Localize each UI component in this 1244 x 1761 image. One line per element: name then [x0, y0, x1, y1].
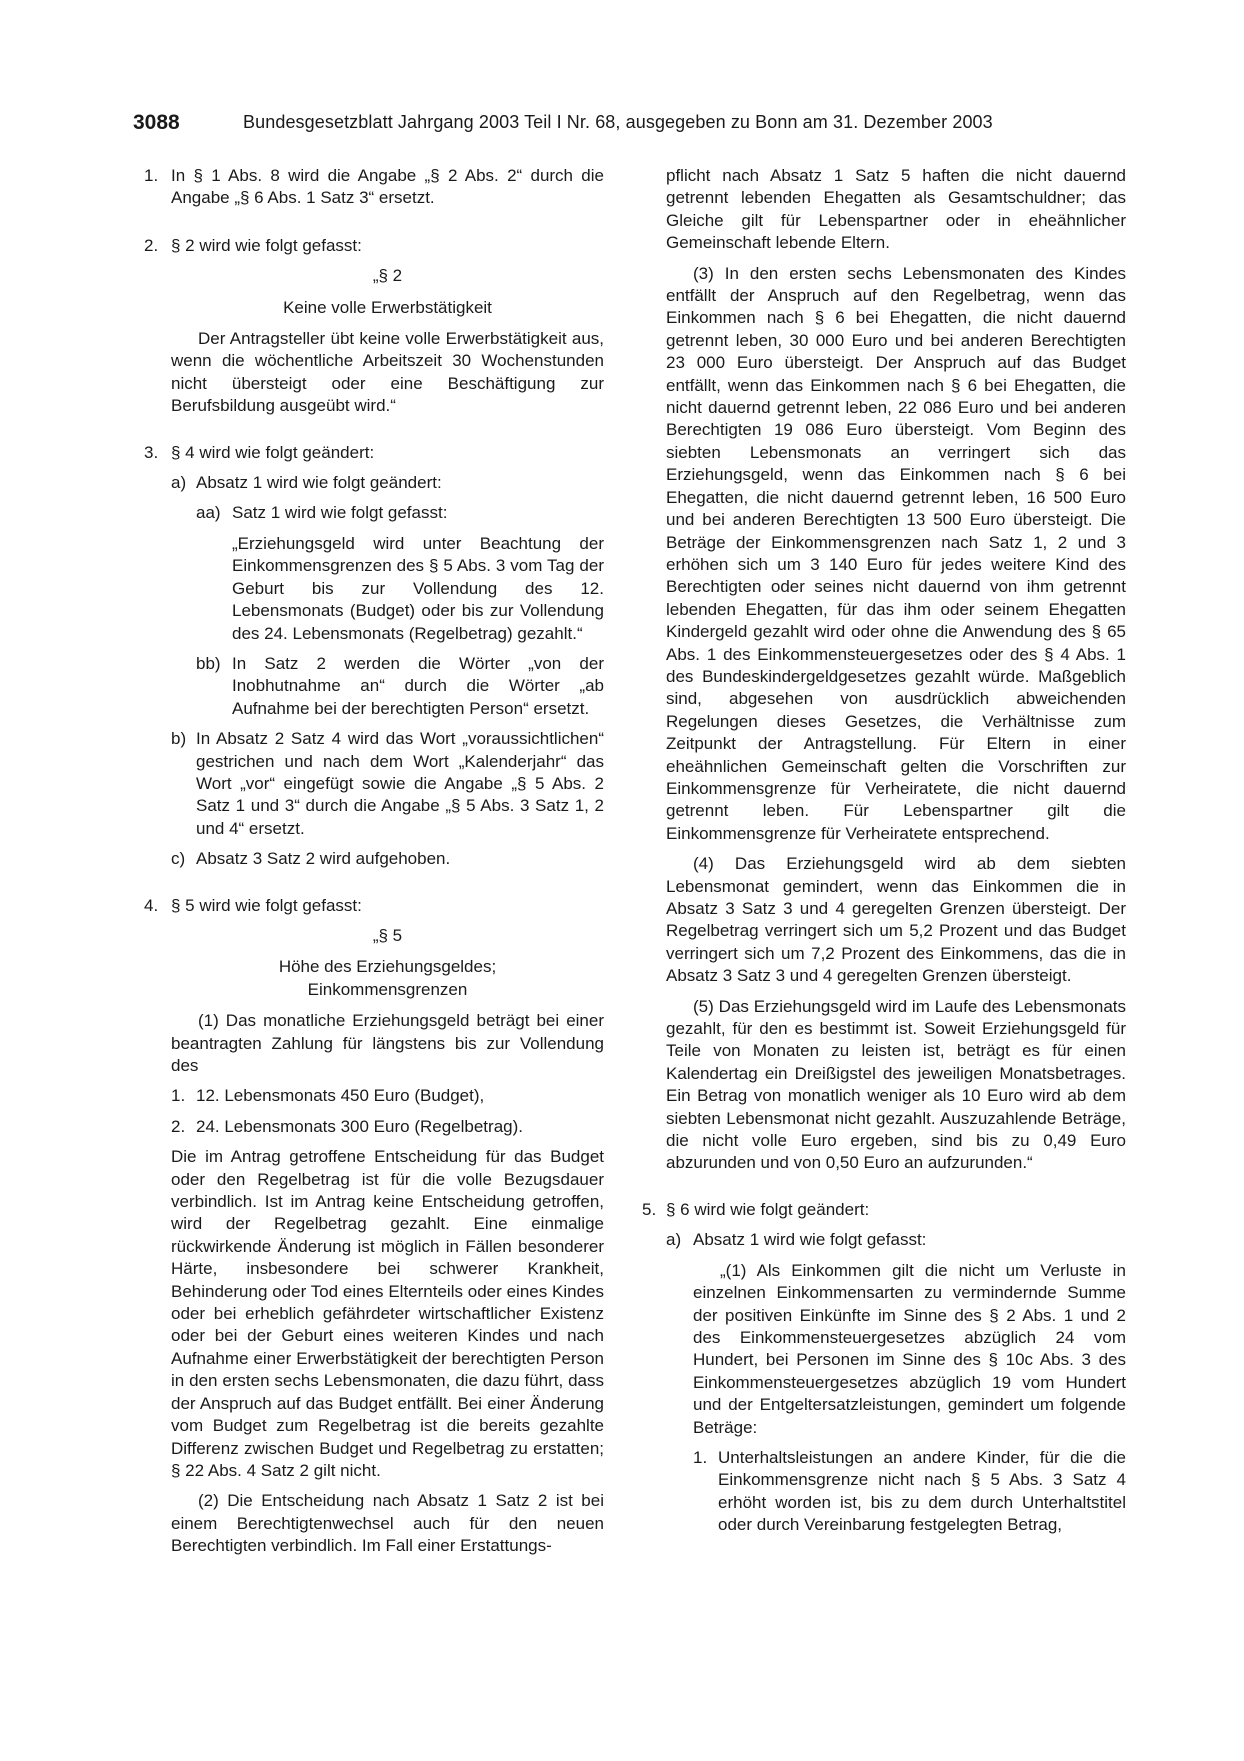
sub-item-label: c) [171, 849, 186, 869]
item-number: 5. [642, 1199, 657, 1219]
list-item [144, 165, 604, 210]
sub-sub-item-text: Satz 1 wird wie folgt gefasst: [232, 503, 448, 523]
page-header [133, 111, 1113, 141]
sub-sub-item-label: aa) [196, 503, 221, 523]
list-item [144, 442, 604, 464]
section-title: Keine volle Erwerbstätigkeit [283, 297, 492, 317]
sub-item-label: a) [171, 473, 187, 493]
paragraph: (1) Das monatliche Erziehungsgeld beträgt bei einer beantragten Zahlung für längstens bis zur Vollendung des [171, 1011, 604, 1075]
left-column [144, 165, 604, 1558]
paragraph: (3) In den ersten sechs Lebensmonaten des Kindes entfällt der Anspruch auf den Regelbetrag, wenn das Einkommen nach § 6 bei Ehegatten, die nicht dauernd getrennt leben, 30 000 Euro und bei anderen Berechtigten 23 000 Euro übersteigt. Der Anspruch auf das Budget entfällt, wenn das Einkommen nach § 6 bei Ehegatten, die nicht dauernd getrennt leben, 22 086 Euro und bei anderen Berechtigten 19 086 Euro übersteigt. Vom Beginn des siebten Lebensmonats an verringert sich das Erziehungsgeld, wenn das Einkommen nach § 6 bei Ehegatten, die nicht dauernd getrennt leben, 16 500 Euro und bei anderen Berechtigten 13 500 Euro übersteigt. Die Beträge der Einkommensgrenzen nach Satz 1, 2 und 3 erhöhen sich um 3 140 Euro für jedes weitere Kind des Berechtigten oder seines nicht dauernd von ihm getrennt lebenden Ehegatten, für das ihm oder seinem Ehegatten Kindergeld gezahlt wird oder ohne die Anwendung des § 65 Abs. 1 des Einkommensteuergesetzes oder des § 4 Abs. 1 des Bundeskindergeldgesetzes gezahlt würde. Maßgeblich sind, abgesehen von ausdrücklich abweichenden Regelungen dieses Gesetzes, die Verhältnisse zum Zeitpunkt der Antragstellung. Für Eltern in einer eheähnlichen Gemeinschaft gelten die Vorschriften zur Einkommensgrenze für Verheiratete, die nicht dauernd getrennt leben. Für Lebenspartner gilt die Einkommensgrenze für Verheiratete entsprechend. [666, 263, 1126, 843]
sub-item-label: b) [171, 729, 187, 749]
item-number: 3. [144, 442, 159, 462]
item-number: 4. [144, 895, 159, 915]
sub-item [144, 472, 604, 494]
item-text: In § 1 Abs. 8 wird die Angabe „§ 2 Abs. 2“ durch die Angabe „§ 6 Abs. 1 Satz 3“ ersetzt. [171, 166, 604, 208]
sub-item [144, 848, 604, 870]
paragraph: (5) Das Erziehungsgeld wird im Laufe des Lebensmonats gezahlt, für den es bestimmt ist. Soweit Erziehungsgeld für Teile von Monaten zu leisten ist, beträgt es für einen Kalendertag ein Dreißigstel des jeweiligen Monatsbetrages. Ein Betrag von monatlich weniger als 10 Euro wird ab dem siebten Lebensmonat nicht gezahlt. Auszuzahlende Beträge, die nicht volle Euro ergeben, sind bis zu 0,49 Euro abzurunden und von 0,50 Euro an aufzurunden.“ [666, 996, 1126, 1173]
paragraph: Die im Antrag getroffene Entscheidung für das Budget oder den Regelbetrag ist für die volle Bezugsdauer verbindlich. Ist im Antrag keine Entscheidung getroffen, wird der Regelbetrag gezahlt. Eine einmalige rückwirkende Änderung ist möglich in Fällen besonderer Härte, insbesondere bei schwerer Krankheit, Behinderung oder Tod eines Elternteils oder eines Kindes oder bei erheblich gefährdeter wirtschaftlicher Existenz oder bei der Geburt eines weiteren Kindes und nach Aufnahme einer Erwerbstätigkeit der berechtigten Person in den ersten sechs Lebensmonaten, die dazu führt, dass der Anspruch auf das Budget entfällt. Bei einer Änderung vom Budget zum Regelbetrag ist die bereits gezahlte Differenz zwischen Budget und Regelbetrag zu erstatten; § 22 Abs. 4 Satz 2 gilt nicht. [171, 1147, 604, 1480]
section-title-line: Einkommensgrenzen [307, 979, 468, 999]
page-number: 3088 [133, 111, 180, 134]
sub-sub-item-label: bb) [196, 653, 221, 673]
sub-item-text: Absatz 1 wird wie folgt gefasst: [693, 1230, 927, 1250]
enumeration-number: 1. [171, 1086, 186, 1106]
section-5-quote [144, 925, 604, 1558]
sub-item-label: a) [666, 1230, 682, 1250]
item-text: § 5 wird wie folgt gefasst: [171, 895, 362, 915]
item-number: 1. [144, 166, 159, 185]
right-column [642, 165, 1126, 1537]
sub-item-text: In Absatz 2 Satz 4 wird das Wort „voraussichtlichen“ gestrichen und nach dem Wort „Kalenderjahr“ das Wort „vor“ eingefügt sowie die Angabe „§ 5 Abs. 2 Satz 1 und 3“ durch die Angabe „§ 5 Abs. 3 Satz 1, 2 und 4“ ersetzt. [196, 729, 604, 838]
enumeration-number: 2. [171, 1116, 186, 1136]
sub-item-text: Absatz 3 Satz 2 wird aufgehoben. [196, 849, 451, 869]
paragraph: (2) Die Entscheidung nach Absatz 1 Satz 2 ist bei einem Berechtigtenwechsel auch für den neuen Berechtigten verbindlich. Im Fall einer Erstattungs- [171, 1491, 604, 1556]
sub-item [666, 1229, 1126, 1251]
paragraph: Der Antragsteller übt keine volle Erwerbstätigkeit aus, wenn die wöchentliche Arbeitszeit 30 Wochenstunden nicht übersteigt oder eine Beschäftigung zur Berufsbildung ausgeübt wird.“ [171, 329, 604, 416]
list-item [642, 1199, 1126, 1221]
enumeration-number: 1. [693, 1447, 708, 1467]
enumeration-item [171, 1116, 604, 1138]
enumeration-text: 12. Lebensmonats 450 Euro (Budget), [196, 1086, 485, 1106]
enumeration-text: 24. Lebensmonats 300 Euro (Regelbetrag). [196, 1116, 523, 1136]
sub-sub-item [144, 653, 604, 720]
item-text: § 6 wird wie folgt geändert: [666, 1199, 870, 1219]
item-text: § 4 wird wie folgt geändert: [171, 442, 375, 462]
list-item [144, 895, 604, 917]
sub-item-text: Absatz 1 wird wie folgt geändert: [196, 473, 442, 493]
section-heading: „§ 5 [372, 925, 403, 945]
item-text: § 2 wird wie folgt gefasst: [171, 235, 362, 255]
section-title-line: Höhe des Erziehungsgeldes; [278, 957, 497, 977]
enumeration-item [666, 1447, 1126, 1537]
section-2-quote [144, 265, 604, 417]
quoted-paragraph: „(1) Als Einkommen gilt die nicht um Verluste in einzelnen Einkommensarten zu vermindernde Summe der positiven Einkünfte im Sinne des § 2 Abs. 1 und 2 des Einkommensteuergesetzes abzüglich 24 vom Hundert, bei Personen im Sinne des § 10c Abs. 3 des Einkommensteuergesetzes abzüglich 19 vom Hundert und der Entgeltersatzleistungen, gemindert um folgende Beträge: [693, 1260, 1126, 1437]
sub-sub-item [144, 502, 604, 524]
sub-item [144, 728, 604, 840]
section-heading: „§ 2 [372, 266, 403, 286]
running-head: Bundesgesetzblatt Jahrgang 2003 Teil I Nr. 68, ausgegeben zu Bonn am 31. Dezember 2003 [243, 112, 993, 132]
paragraph: pflicht nach Absatz 1 Satz 5 haften die nicht dauernd getrennt lebenden Ehegatten als Gesamtschuldner; das Gleiche gilt für Lebenspartner oder in eheähnlicher Gemeinschaft lebende Eltern. [666, 166, 1126, 253]
item-number: 2. [144, 235, 159, 255]
enumeration-text: Unterhaltsleistungen an andere Kinder, für die die Einkommensgrenze nicht nach § 5 Abs. 3 Satz 4 erhöht worden ist, bis zu dem durch Unterhaltstitel oder durch Vereinbarung festgelegten Betrag, [718, 1447, 1126, 1535]
enumeration-item [171, 1085, 604, 1107]
paragraph: (4) Das Erziehungsgeld wird ab dem siebten Lebensmonat gemindert, wenn das Einkommen die in Absatz 3 Satz 3 und 4 geregelten Grenzen übersteigt. Der Regelbetrag verringert sich um 5,2 Prozent und das Budget verringert sich um 7,2 Prozent des Einkommens, das die in Absatz 3 Satz 3 und 4 geregelten Grenzen übersteigt. [666, 854, 1126, 986]
list-item [144, 235, 604, 257]
quoted-sentence: „Erziehungsgeld wird unter Beachtung der Einkommensgrenzen des § 5 Abs. 3 vom Tag der Geburt bis zur Vollendung des 12. Lebensmonats (Budget) oder bis zur Vollendung des 24. Lebensmonats (Regelbetrag) gezahlt.“ [232, 533, 604, 643]
sub-sub-item-text: In Satz 2 werden die Wörter „von der Inobhutnahme an“ durch die Wörter „ab Aufnahme bei der berechtigten Person“ ersetzt. [232, 653, 604, 718]
